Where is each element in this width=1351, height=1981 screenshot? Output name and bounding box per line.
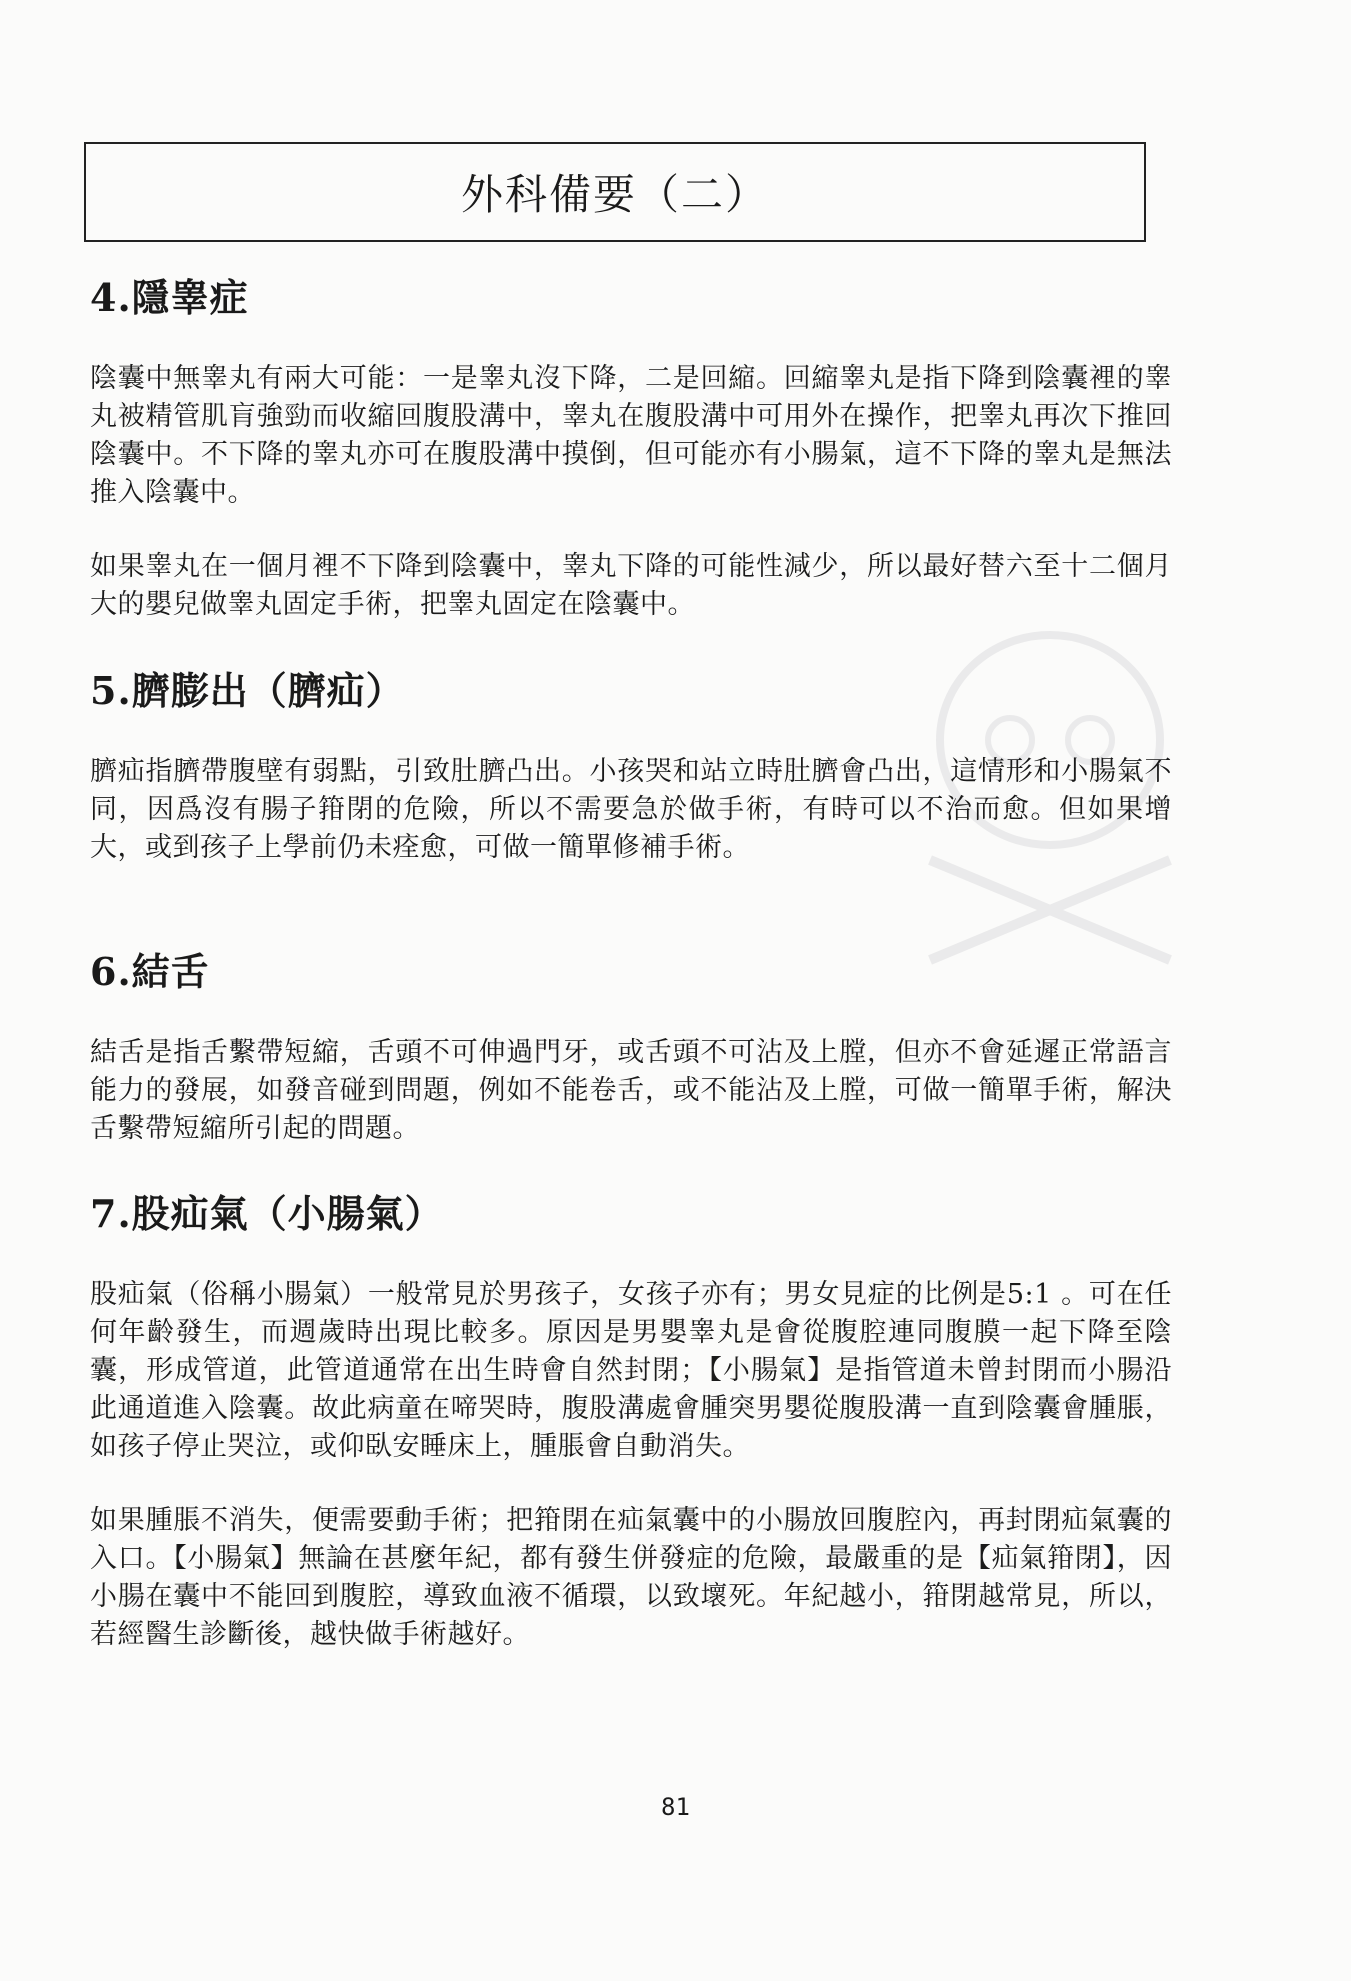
paragraph: 如果睾丸在一個月裡不下降到陰囊中，睾丸下降的可能性減少，所以最好替六至十二個月大的嬰兒做睾丸固定手術，把睾丸固定在陰囊中。 [90, 551, 1172, 620]
paragraph: 股疝氣（俗稱小腸氣）一般常見於男孩子，女孩子亦有；男女見症的比例是5:1 。可在任何年齡發生，而週歲時出現比較多。原因是男嬰睾丸是會從腹腔連同腹膜一起下降至陰囊，形成管道，此管道通常在出生時會自然封閉；【小腸氣】是指管道未曾封閉而小腸沿此通道進入陰囊。故此病童在啼哭時，腹股溝處會腫突男嬰從腹股溝一直到陰囊會腫脹，如孩子停止哭泣，或仰臥安睡床上，腫脹會自動消失。 [90, 1279, 1172, 1462]
paragraph: 如果腫脹不消失，便需要動手術；把箝閉在疝氣囊中的小腸放回腹腔內，再封閉疝氣囊的入口。【小腸氣】無論在甚麼年紀，都有發生併發症的危險，最嚴重的是【疝氣箝閉】，因小腸在囊中不能回到腹腔，導致血液不循環，以致壞死。年紀越小，箝閉越常見，所以，若經醫生診斷後，越快做手術越好。 [90, 1505, 1172, 1650]
section-tongue-tie [90, 948, 1172, 1184]
paragraph: 臍疝指臍帶腹壁有弱點，引致肚臍凸出。小孩哭和站立時肚臍會凸出，這情形和小腸氣不同，因爲沒有腸子箝閉的危險，所以不需要急於做手術，有時可以不治而愈。但如果增大，或到孩子上學前仍未痊愈，可做一簡單修補手術。 [90, 756, 1172, 863]
section-umbilical-hernia [90, 667, 1172, 903]
section-heading: 4.隱睾症 [90, 275, 249, 320]
page-number: 81 [661, 1793, 690, 1821]
section-heading: 7.股疝氣（小腸氣） [90, 1191, 444, 1236]
section-heading: 6.結舌 [90, 949, 210, 994]
paragraph: 陰囊中無睾丸有兩大可能：一是睾丸沒下降，二是回縮。回縮睾丸是指下降到陰囊裡的睾丸被精管肌肓強勁而收縮回腹股溝中，睾丸在腹股溝中可用外在操作，把睾丸再次下推回陰囊中。不下降的睾丸亦可在腹股溝中摸倒，但可能亦有小腸氣，這不下降的睾丸是無法推入陰囊中。 [90, 363, 1172, 508]
section-heading: 5.臍膨出（臍疝） [90, 668, 405, 713]
section-inguinal-hernia [90, 1190, 1172, 1690]
section-undescended-testis [90, 274, 1172, 660]
paragraph: 結舌是指舌繫帶短縮，舌頭不可伸過門牙，或舌頭不可沾及上膛，但亦不會延遲正常語言能力的發展，如發音碰到問題，例如不能卷舌，或不能沾及上膛，可做一簡單手術，解決舌繫帶短縮所引起的問題。 [90, 1037, 1172, 1144]
title-box [84, 142, 1146, 242]
page-title: 外科備要（二） [460, 170, 769, 219]
